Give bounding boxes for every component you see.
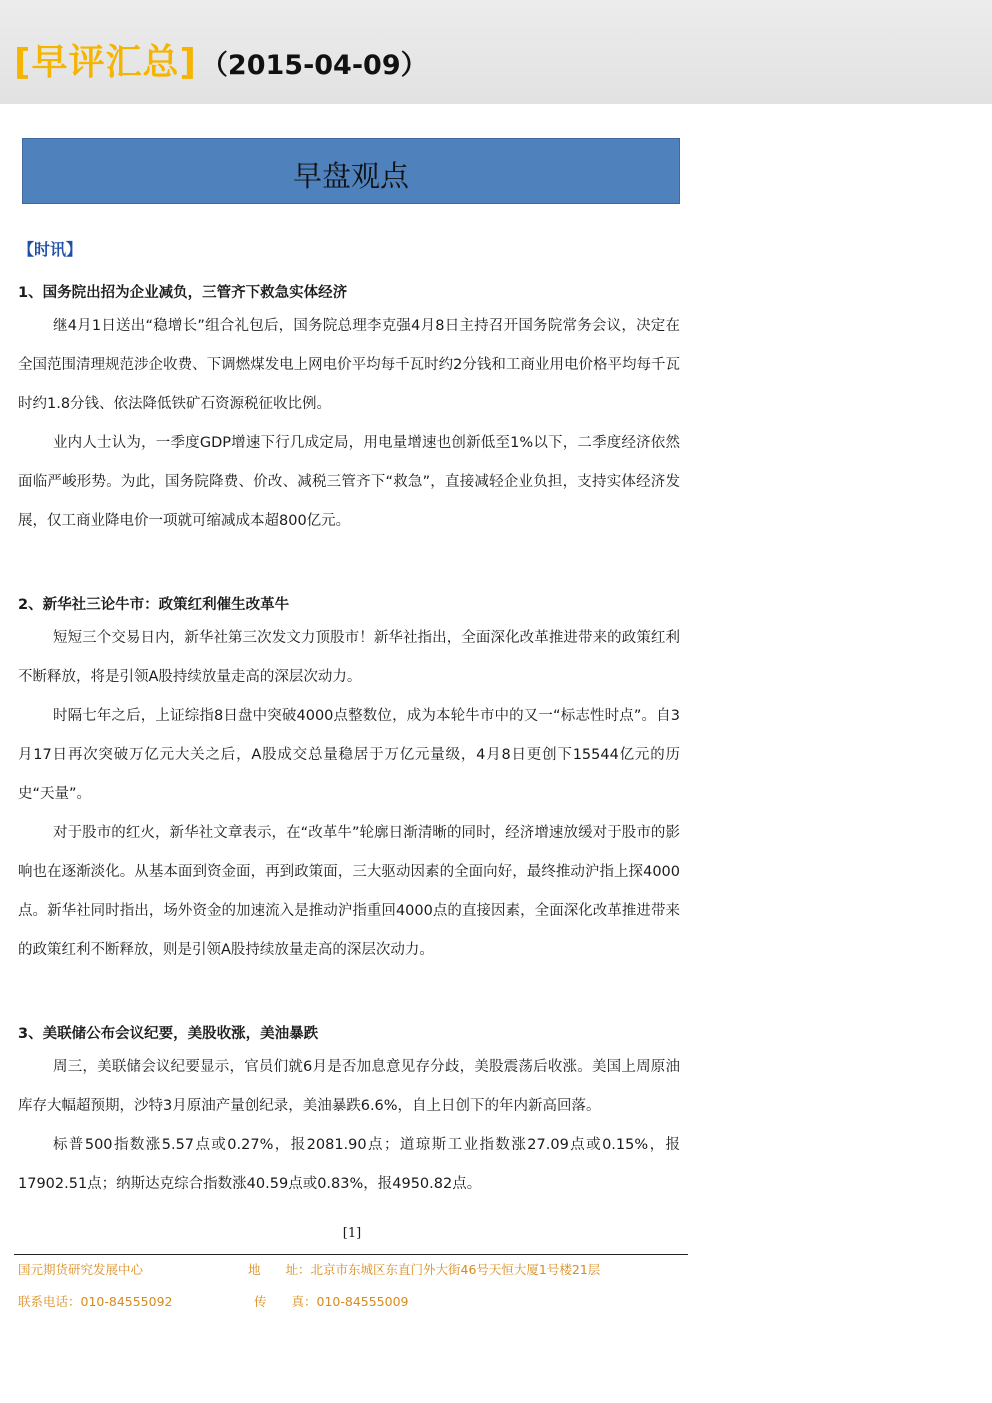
category-label: 【时讯】 [18, 240, 83, 259]
footer-address: 地 址：北京市东城区东直门外大街46号天恒大厦1号楼21层 [248, 1262, 601, 1277]
report-date: （2015-04-09） [200, 50, 428, 81]
footer-divider [14, 1254, 688, 1255]
article-paragraph: 继4月1日送出“稳增长”组合礼包后，国务院总理李克强4月8日主持召开国务院常务会议，决定在全国范围清理规范涉企收费、下调燃煤发电上网电价平均每千瓦时约2分钱和工商业用电价格平均每千瓦时约1.8分钱、依法降低铁矿石资源税征收比例。 [18, 318, 680, 412]
footer-phone: 联系电话：010-84555092 [18, 1294, 173, 1309]
spacer [18, 970, 680, 1009]
article-headline: 2、新华社三论牛市：政策红利催生改革牛 [18, 597, 290, 613]
report-title [14, 34, 428, 85]
article-headline: 3、美联储公布会议纪要，美股收涨，美油暴跌 [18, 1026, 319, 1042]
footer-org: 国元期货研究发展中心 [18, 1262, 144, 1277]
footer-fax: 传 真：010-84555009 [254, 1294, 409, 1309]
article-paragraph: 对于股市的红火，新华社文章表示，在“改革牛”轮廓日渐清晰的同时，经济增速放缓对于股市的影响也在逐渐淡化。从基本面到资金面，再到政策面，三大驱动因素的全面向好，最终推动沪指上探4000点。新华社同时指出，场外资金的加速流入是推动沪指重回4000点的直接因素，全面深化改革推进带来的政策红利不断释放，则是引领A股持续放量走高的深层次动力。 [18, 825, 680, 958]
article-headline: 1、国务院出招为企业减负，三管齐下救急实体经济 [18, 285, 348, 301]
article-paragraph: 时隔七年之后，上证综指8日盘中突破4000点整数位，成为本轮牛市中的又一“标志性时点”。自3月17日再次突破万亿元大关之后，A股成交总量稳居于万亿元量级，4月8日更创下15544亿元的历史“天量”。 [18, 708, 680, 802]
report-brand: [早评汇总] [14, 42, 197, 83]
article-paragraph: 业内人士认为，一季度GDP增速下行几成定局，用电量增速也创新低至1%以下，二季度经济依然面临严峻形势。为此，国务院降费、价改、减税三管齐下“救急”，直接减轻企业负担，支持实体经济发展，仅工商业降电价一项就可缩减成本超800亿元。 [18, 435, 680, 529]
spacer [18, 541, 680, 580]
article-paragraph: 标普500指数涨5.57点或0.27%，报2081.90点；道琼斯工业指数涨27.09点或0.15%，报17902.51点；纳斯达克综合指数涨40.59点或0.83%，报4950.82点。 [18, 1137, 680, 1192]
article-content [18, 232, 680, 1204]
article-paragraph: 短短三个交易日内，新华社第三次发文力顶股市！新华社指出，全面深化改革推进带来的政策红利不断释放，将是引领A股持续放量走高的深层次动力。 [18, 630, 680, 685]
article-paragraph: 周三，美联储会议纪要显示，官员们就6月是否加息意见存分歧，美股震荡后收涨。美国上周原油库存大幅超预期，沙特3月原油产量创纪录，美油暴跌6.6%，自上日创下的年内新高回落。 [18, 1059, 680, 1114]
page-number: [1] [342, 1226, 362, 1241]
section-banner: 早盘观点 [22, 138, 680, 204]
